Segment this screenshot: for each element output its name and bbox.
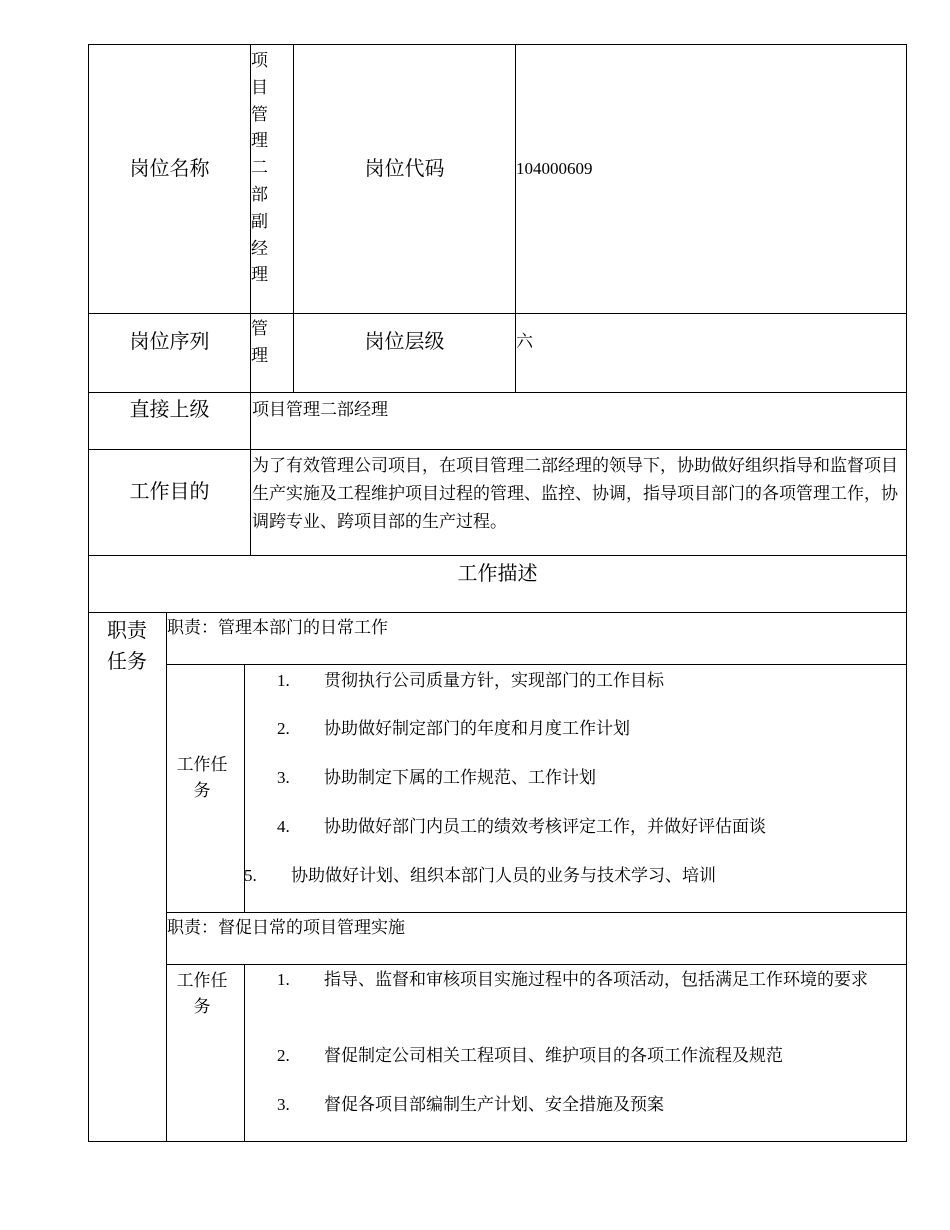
sequence-label: 岗位序列: [129, 331, 210, 353]
border-row4: [88, 555, 907, 556]
post-name-value: 项目管理二部副经理: [251, 51, 268, 285]
border-row3: [88, 449, 907, 450]
border-task1: [166, 912, 907, 913]
task-item: 1. 指导、监督和审核项目实施过程中的各项活动，包括满足工作环境的要求: [277, 970, 868, 989]
border-duty1: [166, 664, 907, 665]
border-duties-col: [166, 612, 167, 1142]
level-value: 六: [516, 332, 533, 351]
superior-label: 直接上级: [129, 399, 210, 421]
border-row5: [88, 612, 907, 613]
level-label: 岗位层级: [364, 331, 445, 353]
border-duty2: [166, 964, 907, 965]
border-top: [88, 44, 907, 45]
task-item: 1. 贯彻执行公司质量方针，实现部门的工作目标: [277, 671, 664, 690]
border-bottom: [88, 1141, 907, 1142]
task-item: 5. 协助做好计划、组织本部门人员的业务与技术学习、培训: [244, 866, 716, 885]
border-right: [906, 44, 907, 1142]
task-label-2: 工作任务: [176, 971, 228, 1016]
task-item: 2. 督促制定公司相关工程项目、维护项目的各项工作流程及规范: [277, 1046, 783, 1065]
post-name-label: 岗位名称: [129, 158, 210, 180]
superior-value: 项目管理二部经理: [252, 400, 388, 419]
duty-2: 职责：督促日常的项目管理实施: [167, 918, 405, 937]
border-row2: [88, 392, 907, 393]
task-item: 4. 协助做好部门内员工的绩效考核评定工作，并做好评估面谈: [277, 817, 766, 836]
duties-label: 职责任务: [107, 620, 147, 673]
border-row1: [88, 313, 907, 314]
task-item: 2. 协助做好制定部门的年度和月度工作计划: [277, 719, 630, 738]
border-task-col2: [244, 964, 245, 1142]
post-code-label: 岗位代码: [364, 158, 445, 180]
work-description-title: 工作描述: [457, 563, 538, 585]
task-label-1: 工作任务: [176, 755, 228, 800]
purpose-value: 为了有效管理公司项目，在项目管理二部经理的领导下，协助做好组织指导和监督项目生产实施及工程维护项目过程的管理、监控、协调，指导项目部门的各项管理工作，协调跨专业、跨项目部的生产过程。: [252, 456, 898, 531]
border-left: [88, 44, 89, 1142]
post-code-value: 104000609: [516, 159, 593, 178]
purpose-label: 工作目的: [129, 481, 210, 503]
duty-1: 职责：管理本部门的日常工作: [167, 618, 388, 637]
task-item: 3. 协助制定下属的工作规范、工作计划: [277, 768, 596, 787]
task-item: 3. 督促各项目部编制生产计划、安全措施及预案: [277, 1095, 664, 1114]
sequence-value: 管理: [251, 319, 268, 365]
